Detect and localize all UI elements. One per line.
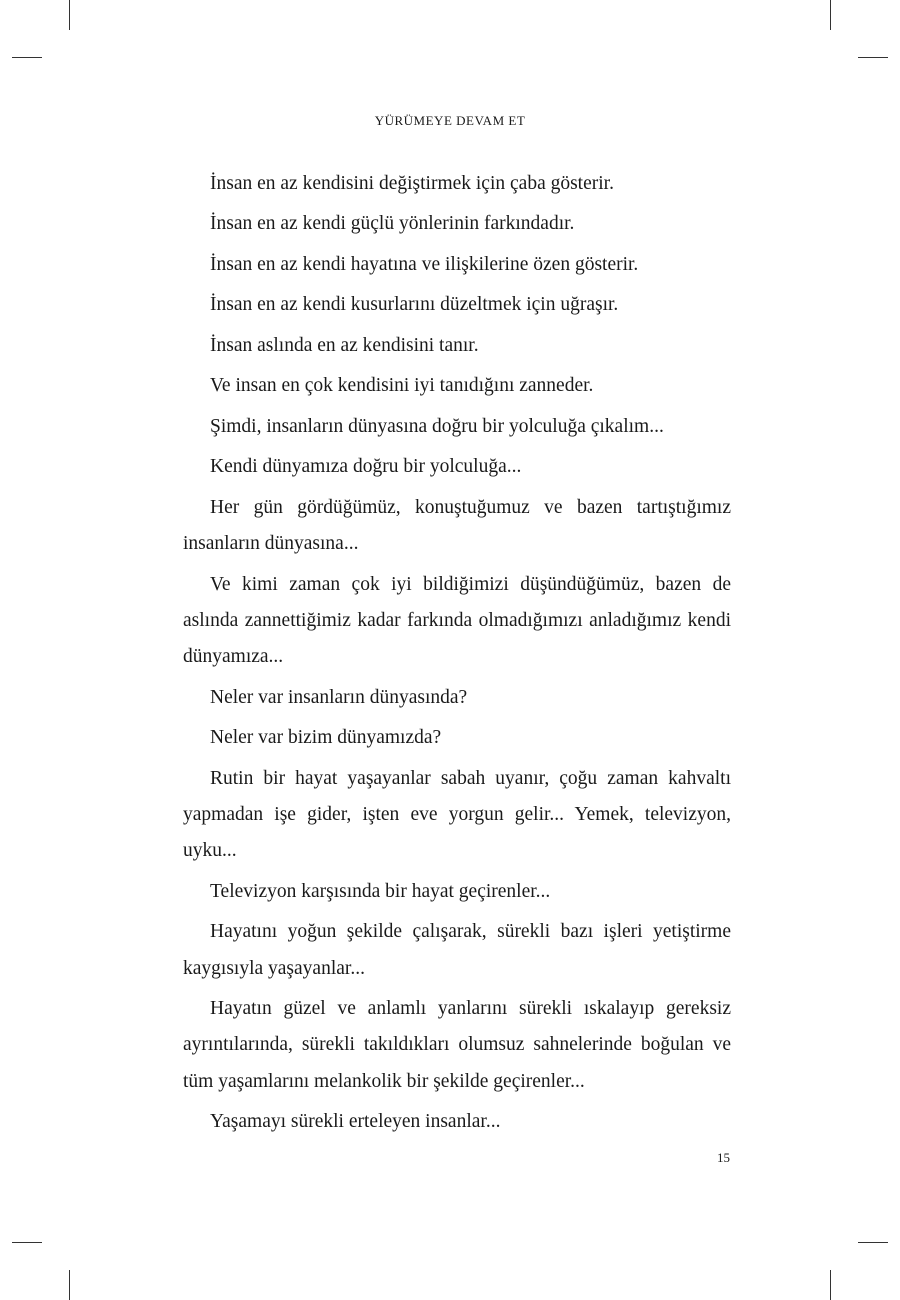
- crop-mark-top-left: [69, 0, 70, 30]
- crop-mark-top-right: [830, 0, 831, 30]
- paragraph: Televizyon karşısında bir hayat geçirenler...: [210, 880, 551, 902]
- paragraph: Hayatını yoğun şekilde çalışarak, sürekli bazı işleri yetiştirme kaygısıyla yaşayanlar...: [183, 921, 731, 979]
- crop-mark-bottom-left: [69, 1270, 70, 1300]
- paragraph: Ve insan en çok kendisini iyi tanıdığını zanneder.: [210, 375, 594, 397]
- running-header: YÜRÜMEYE DEVAM ET: [374, 113, 526, 128]
- crop-mark-right-top: [858, 57, 888, 58]
- paragraph: Yaşamayı sürekli erteleyen insanlar...: [210, 1111, 501, 1133]
- paragraph: Neler var bizim dünyamızda?: [210, 727, 442, 749]
- page-number: 15: [717, 1150, 730, 1165]
- paragraph: Rutin bir hayat yaşayanlar sabah uyanır, çoğu zaman kahvaltı yapmadan işe gider, işten eve yorgun gelir... Yemek, televizyon, uyku...: [183, 767, 731, 862]
- paragraph: İnsan en az kendisini değiştirmek için çaba gösterir.: [210, 173, 614, 194]
- paragraph: İnsan aslında en az kendisini tanır.: [210, 334, 479, 356]
- paragraph: Kendi dünyamıza doğru bir yolculuğa...: [210, 456, 522, 478]
- paragraph: İnsan en az kendi hayatına ve ilişkilerine özen gösterir.: [210, 253, 639, 275]
- paragraph: Ve kimi zaman çok iyi bildiğimizi düşündüğümüz, bazen de aslında zannettiğimiz kadar farkında olmadığımızı anladığımız kendi dünyamıza...: [183, 573, 731, 668]
- paragraph: Şimdi, insanların dünyasına doğru bir yolculuğa çıkalım...: [210, 415, 664, 437]
- paragraph: Neler var insanların dünyasında?: [210, 686, 468, 708]
- crop-mark-bottom-right: [830, 1270, 831, 1300]
- crop-mark-left-top: [12, 57, 42, 58]
- body-text: [183, 166, 731, 1145]
- paragraph: Hayatın güzel ve anlamlı yanlarını sürekli ıskalayıp gereksiz ayrıntılarında, sürekli takıldıkları olumsuz sahnelerinde boğulan ve tüm yaşamlarını melankolik bir şekilde geçirenler...: [183, 998, 731, 1092]
- paragraph: Her gün gördüğümüz, konuştuğumuz ve bazen tartıştığımız insanların dünyasına...: [183, 496, 731, 555]
- paragraph: İnsan en az kendi güçlü yönlerinin farkındadır.: [210, 213, 575, 235]
- crop-mark-left-bottom: [12, 1242, 42, 1243]
- crop-mark-right-bottom: [858, 1242, 888, 1243]
- paragraph: İnsan en az kendi kusurlarını düzeltmek için uğraşır.: [210, 294, 619, 316]
